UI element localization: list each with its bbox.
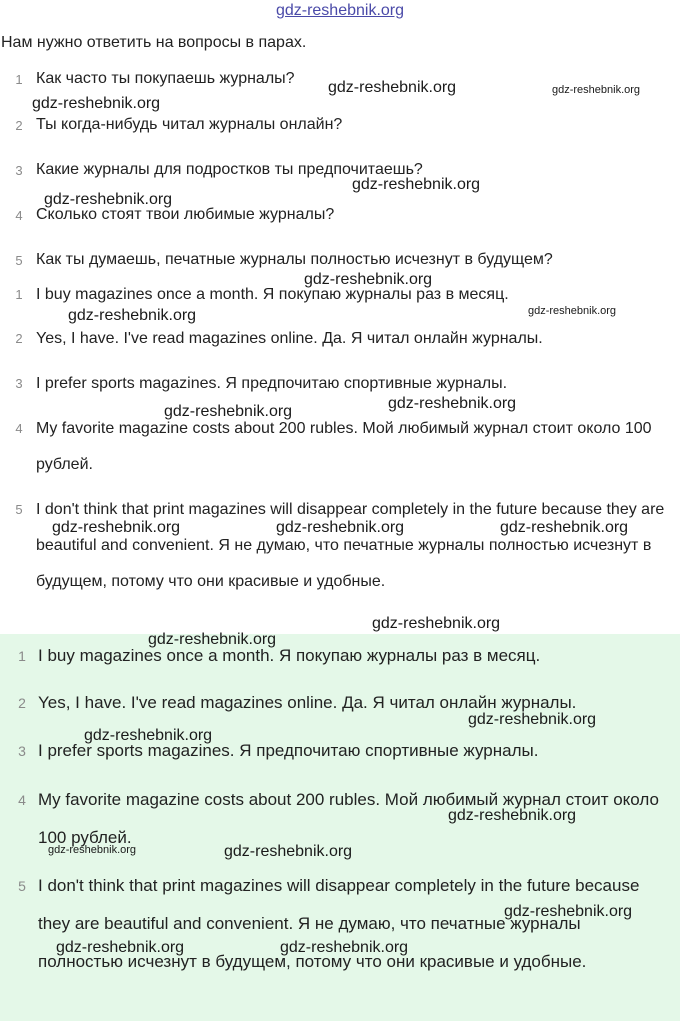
question-text: Как часто ты покупаешь журналы? [36, 70, 295, 87]
watermark: gdz-reshebnik.org [224, 843, 353, 860]
watermark: gdz-reshebnik.org [44, 191, 173, 208]
watermark: gdz-reshebnik.org [56, 939, 185, 956]
answer-number: 4 [15, 421, 23, 436]
watermark: gdz-reshebnik.org [48, 844, 137, 856]
answer-text: I buy magazines once a month. Я покупаю журналы раз в месяц. [38, 646, 541, 665]
answer-text: I don't think that print magazines will disappear completely in the future because they are beautiful and convenient. Я не думаю, что печатные журналы полностью исчезнут в будущем, потому что они красивые и удобные. [38, 876, 640, 971]
answer-text: My favorite magazine costs about 200 rubles. Мой любимый журнал стоит около 100 рублей. [36, 420, 652, 473]
question-text: Какие журналы для подростков ты предпочитаешь? [36, 161, 423, 178]
intro-text: Нам нужно ответить на вопросы в парах. [1, 34, 307, 51]
watermark: gdz-reshebnik.org [84, 727, 213, 744]
answer-text: Yes, I have. I've read magazines online. Да. Я читал онлайн журналы. [36, 330, 543, 347]
watermark: gdz-reshebnik.org [468, 711, 597, 728]
answer-number: 2 [18, 695, 26, 711]
question-number: 1 [15, 72, 23, 87]
answer-text: I prefer sports magazines. Я предпочитаю спортивные журналы. [36, 375, 508, 392]
watermark: gdz-reshebnik.org [280, 939, 409, 956]
watermark: gdz-reshebnik.org [68, 307, 197, 324]
answer-text: I prefer sports magazines. Я предпочитаю спортивные журналы. [38, 741, 539, 760]
answer-number: 5 [18, 878, 26, 894]
question-text: Ты когда-нибудь читал журналы онлайн? [36, 116, 343, 133]
question-number: 5 [15, 253, 23, 268]
answer-text: I don't think that print magazines will disappear completely in the future because they are beautiful and convenient. Я не думаю, что печатные журналы полностью исчезнут в будущем, потому что они красивые и удобные. [36, 501, 665, 590]
watermark: gdz-reshebnik.org [52, 519, 181, 536]
answer-number: 1 [15, 287, 23, 302]
watermark: gdz-reshebnik.org [552, 84, 641, 96]
question-text: Как ты думаешь, печатные журналы полностью исчезнут в будущем? [36, 251, 553, 268]
watermark: gdz-reshebnik.org [352, 176, 481, 193]
site-header-link[interactable]: gdz-reshebnik.org [275, 2, 405, 19]
answer-number: 3 [15, 376, 23, 391]
answer-number: 2 [15, 331, 23, 346]
watermark: gdz-reshebnik.org [504, 903, 633, 920]
answer-text: I buy magazines once a month. Я покупаю журналы раз в месяц. [36, 286, 509, 303]
question-number: 3 [15, 163, 23, 178]
question-number: 2 [15, 118, 23, 133]
answer-text: Yes, I have. I've read magazines online. Да. Я читал онлайн журналы. [38, 693, 577, 712]
watermark: gdz-reshebnik.org [372, 615, 501, 632]
answer-text: My favorite magazine costs about 200 rubles. Мой любимый журнал стоит около 100 рублей. [38, 790, 659, 847]
answer-number: 4 [18, 792, 26, 808]
watermark: gdz-reshebnik.org [304, 271, 433, 288]
answer-number: 3 [18, 743, 26, 759]
question-number: 4 [15, 208, 23, 223]
watermark: gdz-reshebnik.org [328, 79, 457, 96]
watermark: gdz-reshebnik.org [448, 807, 577, 824]
watermark: gdz-reshebnik.org [148, 631, 277, 648]
question-text: Сколько стоят твои любимые журналы? [36, 206, 335, 223]
watermark: gdz-reshebnik.org [32, 95, 161, 112]
answer-number: 1 [18, 648, 26, 664]
watermark: gdz-reshebnik.org [528, 305, 617, 317]
watermark: gdz-reshebnik.org [500, 519, 629, 536]
watermark: gdz-reshebnik.org [276, 519, 405, 536]
watermark: gdz-reshebnik.org [388, 395, 517, 412]
answer-number: 5 [15, 502, 23, 517]
watermark: gdz-reshebnik.org [164, 403, 293, 420]
